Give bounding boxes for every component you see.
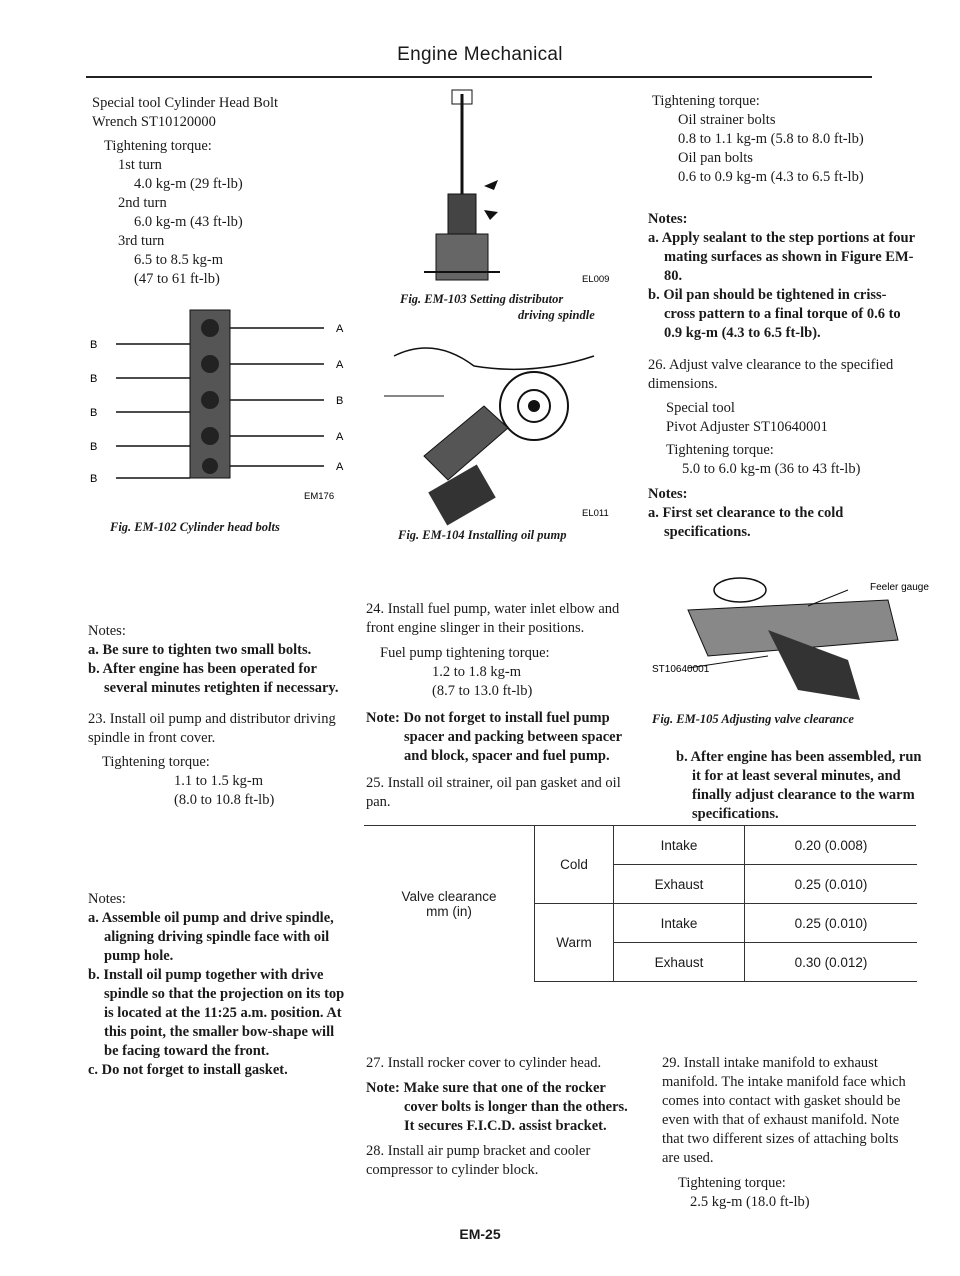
notes-block-1 xyxy=(88,622,350,698)
oil-pan-value: 0.6 to 0.9 kg-m (4.3 to 6.5 ft-lb) xyxy=(678,169,864,185)
turn-3-value-ftlb: (47 to 61 ft-lb) xyxy=(134,271,220,287)
note-27: Note: Make sure that one of the rocker cover bolts is longer than the others. It secures F.I.C.D. assist bracket. xyxy=(366,1080,628,1134)
fig-em104-caption: Fig. EM-104 Installing oil pump xyxy=(398,528,567,542)
right-torque-label: Tightening torque: xyxy=(652,93,760,109)
warm-intake-value: 0.25 (0.010) xyxy=(745,904,918,943)
label-right-4: A xyxy=(336,431,344,443)
figure-em102 xyxy=(86,306,356,502)
table-label-line2: mm (in) xyxy=(426,903,472,919)
step-27-text: 27. Install rocker cover to cylinder head. xyxy=(366,1055,602,1071)
notes-block-2 xyxy=(88,890,350,1080)
oil-pump-diagram xyxy=(364,326,634,524)
right-notes-title: Notes: xyxy=(648,211,688,227)
tool-name: Special tool Cylinder Head Bolt xyxy=(92,95,279,111)
torque-23-value-ftlb: (8.0 to 10.8 ft-lb) xyxy=(174,792,275,808)
group-cold: Cold xyxy=(535,826,614,904)
label-right-5: A xyxy=(336,461,344,473)
turn-2-label: 2nd turn xyxy=(118,195,167,211)
note-2b: b. Install oil pump together with drive spindle so that the projection on its top is located at the 11:25 a.m. position. At this point, the smaller bow-shape will be facing toward the front. xyxy=(88,967,345,1059)
fig-code-el011: EL011 xyxy=(582,508,609,519)
notes-26-title: Notes: xyxy=(648,486,688,502)
right-notes-block xyxy=(648,210,916,343)
tool-callout-label: ST10640001 xyxy=(652,664,710,675)
turn-3-value: 6.5 to 8.5 kg-m xyxy=(134,252,224,268)
fig-code-el009: EL009 xyxy=(582,274,610,285)
notes-1-title: Notes: xyxy=(88,623,126,639)
distributor-spindle-diagram xyxy=(364,86,634,290)
header-rule xyxy=(86,76,872,78)
step-23 xyxy=(88,710,350,810)
oil-strainer-label: Oil strainer bolts xyxy=(678,112,776,128)
group-warm: Warm xyxy=(535,904,614,982)
table-label-cell xyxy=(364,826,535,982)
note-1a: a. Be sure to tighten two small bolts. xyxy=(88,642,312,658)
fig-em103-caption-l1: Fig. EM-103 Setting distributor xyxy=(400,292,564,306)
step-24 xyxy=(366,600,634,812)
special-tool-block xyxy=(92,94,332,289)
feeler-gauge-label: Feeler gauge xyxy=(870,582,929,593)
step-26-text: 26. Adjust valve clearance to the specified dimensions. xyxy=(648,357,894,392)
label-left-3: B xyxy=(90,407,98,419)
note-2a: a. Assemble oil pump and drive spindle, aligning driving spindle face with oil pump hole. xyxy=(88,910,334,964)
torque-26-value: 5.0 to 6.0 kg-m (36 to 43 ft-lb) xyxy=(682,461,861,477)
oil-pan-label: Oil pan bolts xyxy=(678,150,753,166)
label-left-2: B xyxy=(90,373,98,385)
warm-exhaust-item: Exhaust xyxy=(614,943,745,982)
step-24-text: 24. Install fuel pump, water inlet elbow and front engine slinger in their positions. xyxy=(366,601,620,636)
valve-clearance-table-wrap xyxy=(364,826,917,982)
cold-intake-value: 0.20 (0.008) xyxy=(745,826,918,865)
fig-em102-caption: Fig. EM-102 Cylinder head bolts xyxy=(110,520,280,534)
turn-1-label: 1st turn xyxy=(118,157,162,173)
note-26a: a. First set clearance to the cold specifications. xyxy=(648,505,844,540)
torque-24-value: 1.2 to 1.8 kg-m xyxy=(432,664,522,680)
note-2c: c. Do not forget to install gasket. xyxy=(88,1062,288,1078)
turn-3-label: 3rd turn xyxy=(118,233,165,249)
step-29-text: 29. Install intake manifold to exhaust manifold. The intake manifold face which comes into contact with gasket should be even with that of exhaust manifold. Note that two different sizes of attaching bolts are used. xyxy=(662,1055,906,1166)
torque-29-value: 2.5 kg-m (18.0 ft-lb) xyxy=(690,1194,810,1210)
cylinder-head-diagram xyxy=(86,306,356,502)
pivot-adjuster: Pivot Adjuster ST10640001 xyxy=(666,419,828,435)
turn-1-value: 4.0 kg-m (29 ft-lb) xyxy=(134,176,243,192)
cold-intake-item: Intake xyxy=(614,826,745,865)
valve-clearance-diagram xyxy=(648,560,929,708)
figure-em105 xyxy=(648,560,929,708)
label-right-2: A xyxy=(336,359,344,371)
figure-em103 xyxy=(364,86,634,290)
notes-2-title: Notes: xyxy=(88,891,126,907)
figure-em104 xyxy=(364,326,634,524)
label-right-3: B xyxy=(336,395,344,407)
torque-26-label: Tightening torque: xyxy=(666,442,774,458)
table-top-rule xyxy=(364,825,916,826)
step-27-28 xyxy=(366,1054,636,1180)
right-note-b: b. Oil pan should be tightened in criss-cross pattern to a final torque of 0.6 to 0.9 kg-m (4.3 to 6.5 ft-lb). xyxy=(648,287,901,341)
note-1b: b. After engine has been operated for several minutes retighten if necessary. xyxy=(88,661,339,696)
fig-code-em176: EM176 xyxy=(304,491,335,502)
right-note-a: a. Apply sealant to the step portions at four mating surfaces as shown in Figure EM-80. xyxy=(648,230,915,284)
warm-intake-item: Intake xyxy=(614,904,745,943)
right-torque-block xyxy=(652,92,916,187)
note-24: Note: Do not forget to install fuel pump spacer and packing between spacer and block, spacer and fuel pump. xyxy=(366,710,622,764)
valve-clearance-table xyxy=(364,826,917,982)
step-25-text: 25. Install oil strainer, oil pan gasket and oil pan. xyxy=(366,775,621,810)
torque-29-label: Tightening torque: xyxy=(678,1175,786,1191)
torque-label: Tightening torque: xyxy=(104,138,212,154)
label-right-1: A xyxy=(336,323,344,335)
torque-24-label: Fuel pump tightening torque: xyxy=(380,645,550,661)
torque-23-label: Tightening torque: xyxy=(102,754,210,770)
step-29 xyxy=(662,1054,918,1212)
turn-2-value: 6.0 kg-m (43 ft-lb) xyxy=(134,214,243,230)
fig-em105-caption: Fig. EM-105 Adjusting valve clearance xyxy=(652,712,854,726)
label-left-4: B xyxy=(90,441,98,453)
page-number: EM-25 xyxy=(459,1226,501,1242)
fig-em103-caption-l2: driving spindle xyxy=(518,308,595,322)
torque-24-value-ftlb: (8.7 to 13.0 ft-lb) xyxy=(432,683,533,699)
torque-23-value: 1.1 to 1.5 kg-m xyxy=(174,773,264,789)
note-26b: b. After engine has been assembled, run it for at least several minutes, and finally adjust clearance to the warm specifications. xyxy=(676,749,922,822)
step-28-text: 28. Install air pump bracket and cooler compressor to cylinder block. xyxy=(366,1143,591,1178)
tool-wrench: Wrench ST10120000 xyxy=(92,114,216,130)
warm-exhaust-value: 0.30 (0.012) xyxy=(745,943,918,982)
page-header: Engine Mechanical xyxy=(397,44,563,65)
cold-exhaust-value: 0.25 (0.010) xyxy=(745,865,918,904)
special-tool-label: Special tool xyxy=(666,400,735,416)
oil-strainer-value: 0.8 to 1.1 kg-m (5.8 to 8.0 ft-lb) xyxy=(678,131,864,147)
cold-exhaust-item: Exhaust xyxy=(614,865,745,904)
step-23-text: 23. Install oil pump and distributor driving spindle in front cover. xyxy=(88,711,336,746)
label-left-5: B xyxy=(90,473,98,485)
table-label-line1: Valve clearance xyxy=(401,888,497,904)
label-left-1: B xyxy=(90,339,98,351)
step-26 xyxy=(648,356,916,542)
